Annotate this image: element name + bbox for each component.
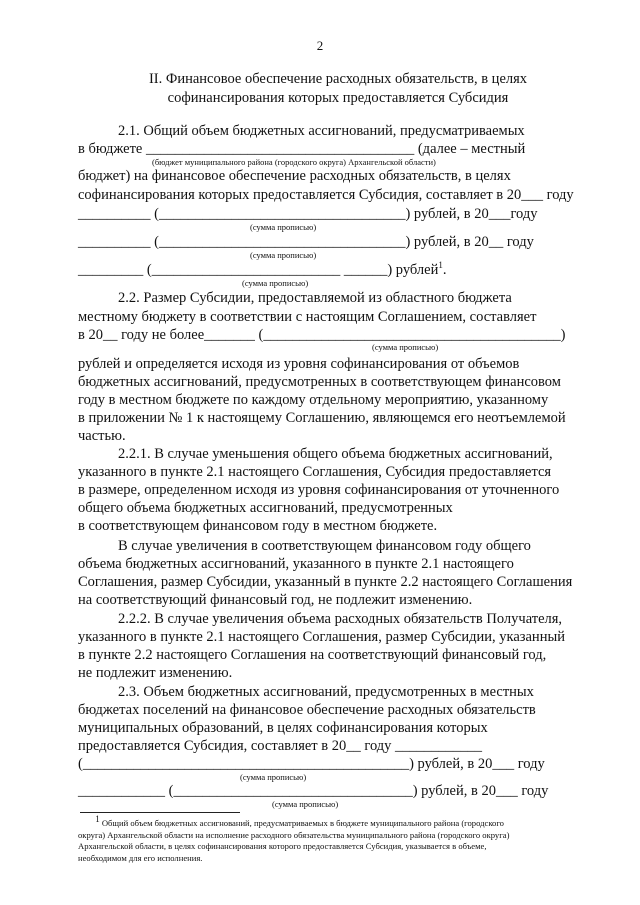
- paragraph-line: местному бюджету в соответствии с настоящим Соглашением, составляет: [78, 309, 537, 325]
- footnote-line: необходимом для его исполнения.: [78, 852, 203, 863]
- paragraph-line: общего объема бюджетных ассигнований, предусмотренных: [78, 500, 453, 516]
- heading-line-2: софинансирования которых предоставляется Субсидия: [167, 90, 509, 106]
- footnote-text: Общий объем бюджетных ассигнований, предусматриваемых в бюджете муниципального района (городского: [101, 818, 504, 828]
- paragraph-line: 2.2.2. В случае увеличения объема расходных обязательств Получателя,: [118, 611, 563, 627]
- section-heading: [78, 70, 598, 108]
- footnote: [78, 814, 600, 864]
- footnote-line: Архангельской области, в целях софинансирования которого предоставляется Субсидия, указывается в объеме,: [78, 841, 487, 851]
- paragraph-line: на соответствующий финансовый год, не подлежит изменению.: [78, 592, 473, 608]
- caption-budget: (бюджет муниципального района (городского округа) Архангельской области): [152, 157, 436, 167]
- line-text: _________ (__________________________ ______) рублей: [78, 262, 439, 278]
- paragraph-line: 2.2. Размер Субсидии, предоставляемой из областного бюджета: [118, 290, 512, 306]
- caption-amount-words: (сумма прописью): [250, 222, 317, 232]
- paragraph-line: 2.2.1. В случае уменьшения общего объема бюджетных ассигнований,: [118, 446, 553, 462]
- footnote-separator: [80, 812, 240, 813]
- paragraph-line: _________ (__________________________ ______) рублей$^1$.: [78, 260, 447, 278]
- paragraph-line: в бюджете _____________________________________ (далее – местный: [78, 141, 526, 157]
- paragraph-line: 2.3. Объем бюджетных ассигнований, предусмотренных в местных: [118, 684, 534, 700]
- caption-amount-words: (сумма прописью): [372, 342, 439, 352]
- paragraph-line: указанного в пункте 2.1 настоящего Соглашения, Субсидия предоставляется: [78, 464, 552, 480]
- paragraph-line: бюджетных ассигнований, предусмотренных в соответствующем финансовом: [78, 374, 561, 390]
- paragraph-line: в 20__ году не более_______ (_________________________________________): [78, 327, 566, 343]
- paragraph-line: рублей и определяется исходя из уровня софинансирования от объемов: [78, 356, 520, 372]
- paragraph-line: объема бюджетных ассигнований, указанного в пункте 2.1 настоящего: [78, 556, 514, 572]
- paragraph-line: частью.: [78, 428, 126, 444]
- caption-amount-words: (сумма прописью): [250, 250, 317, 260]
- paragraph-line: бюджетах поселений на финансовое обеспечение расходных обязательств: [78, 702, 536, 718]
- caption-amount-words: (сумма прописью): [242, 278, 309, 288]
- caption-amount-words: (сумма прописью): [240, 772, 307, 782]
- footnote-marker: 1: [95, 814, 100, 825]
- paragraph-line: (_____________________________________________) рублей, в 20___ году: [78, 756, 545, 772]
- paragraph-line: Соглашения, размер Субсидии, указанный в пункте 2.2 настоящего Соглашения: [78, 574, 573, 590]
- paragraph-line: софинансирования которых предоставляется Субсидия, составляет в 20___ году: [78, 187, 574, 203]
- paragraph-line: в приложении № 1 к настоящему Соглашению, являющемся его неотъемлемой: [78, 410, 566, 426]
- paragraph-line: __________ (__________________________________) рублей, в 20__ году: [78, 234, 534, 250]
- paragraph-line: __________ (__________________________________) рублей, в 20___году: [78, 206, 538, 222]
- paragraph-line: не подлежит изменению.: [78, 665, 233, 681]
- footnote-reference: 1: [438, 260, 443, 271]
- page-number: 2: [316, 38, 324, 53]
- paragraph-line: в размере, определенном исходя из уровня софинансирования от уточненного: [78, 482, 560, 498]
- paragraph-line: 2.1. Общий объем бюджетных ассигнований, предусматриваемых: [118, 123, 525, 139]
- paragraph-line: в соответствующем финансовом году в местном бюджете.: [78, 518, 438, 534]
- paragraph-line: предоставляется Субсидия, составляет в 20__ году ____________: [78, 738, 483, 754]
- footnote-line: [78, 814, 600, 830]
- paragraph-line: указанного в пункте 2.1 настоящего Соглашения, размер Субсидии, указанный: [78, 629, 565, 645]
- paragraph-line: муниципальных образований, в целях софинансирования которых: [78, 720, 488, 736]
- heading-line-1: II. Финансовое обеспечение расходных обязательств, в целях: [148, 71, 528, 87]
- paragraph-line: ____________ (_________________________________) рублей, в 20___ году: [78, 783, 549, 799]
- footnote-line: округа) Архангельской области на исполнение расходного обязательства муниципального района (городского округа): [78, 829, 510, 840]
- paragraph-line: В случае увеличения в соответствующем финансовом году общего: [118, 538, 531, 554]
- paragraph-line: году в местном бюджете по каждому отдельному мероприятию, указанному: [78, 392, 549, 408]
- paragraph-line: бюджет) на финансовое обеспечение расходных обязательств, в целях: [78, 168, 511, 184]
- paragraph-line: в пункте 2.2 настоящего Соглашения на соответствующий финансовый год,: [78, 647, 547, 663]
- caption-amount-words: (сумма прописью): [272, 799, 339, 809]
